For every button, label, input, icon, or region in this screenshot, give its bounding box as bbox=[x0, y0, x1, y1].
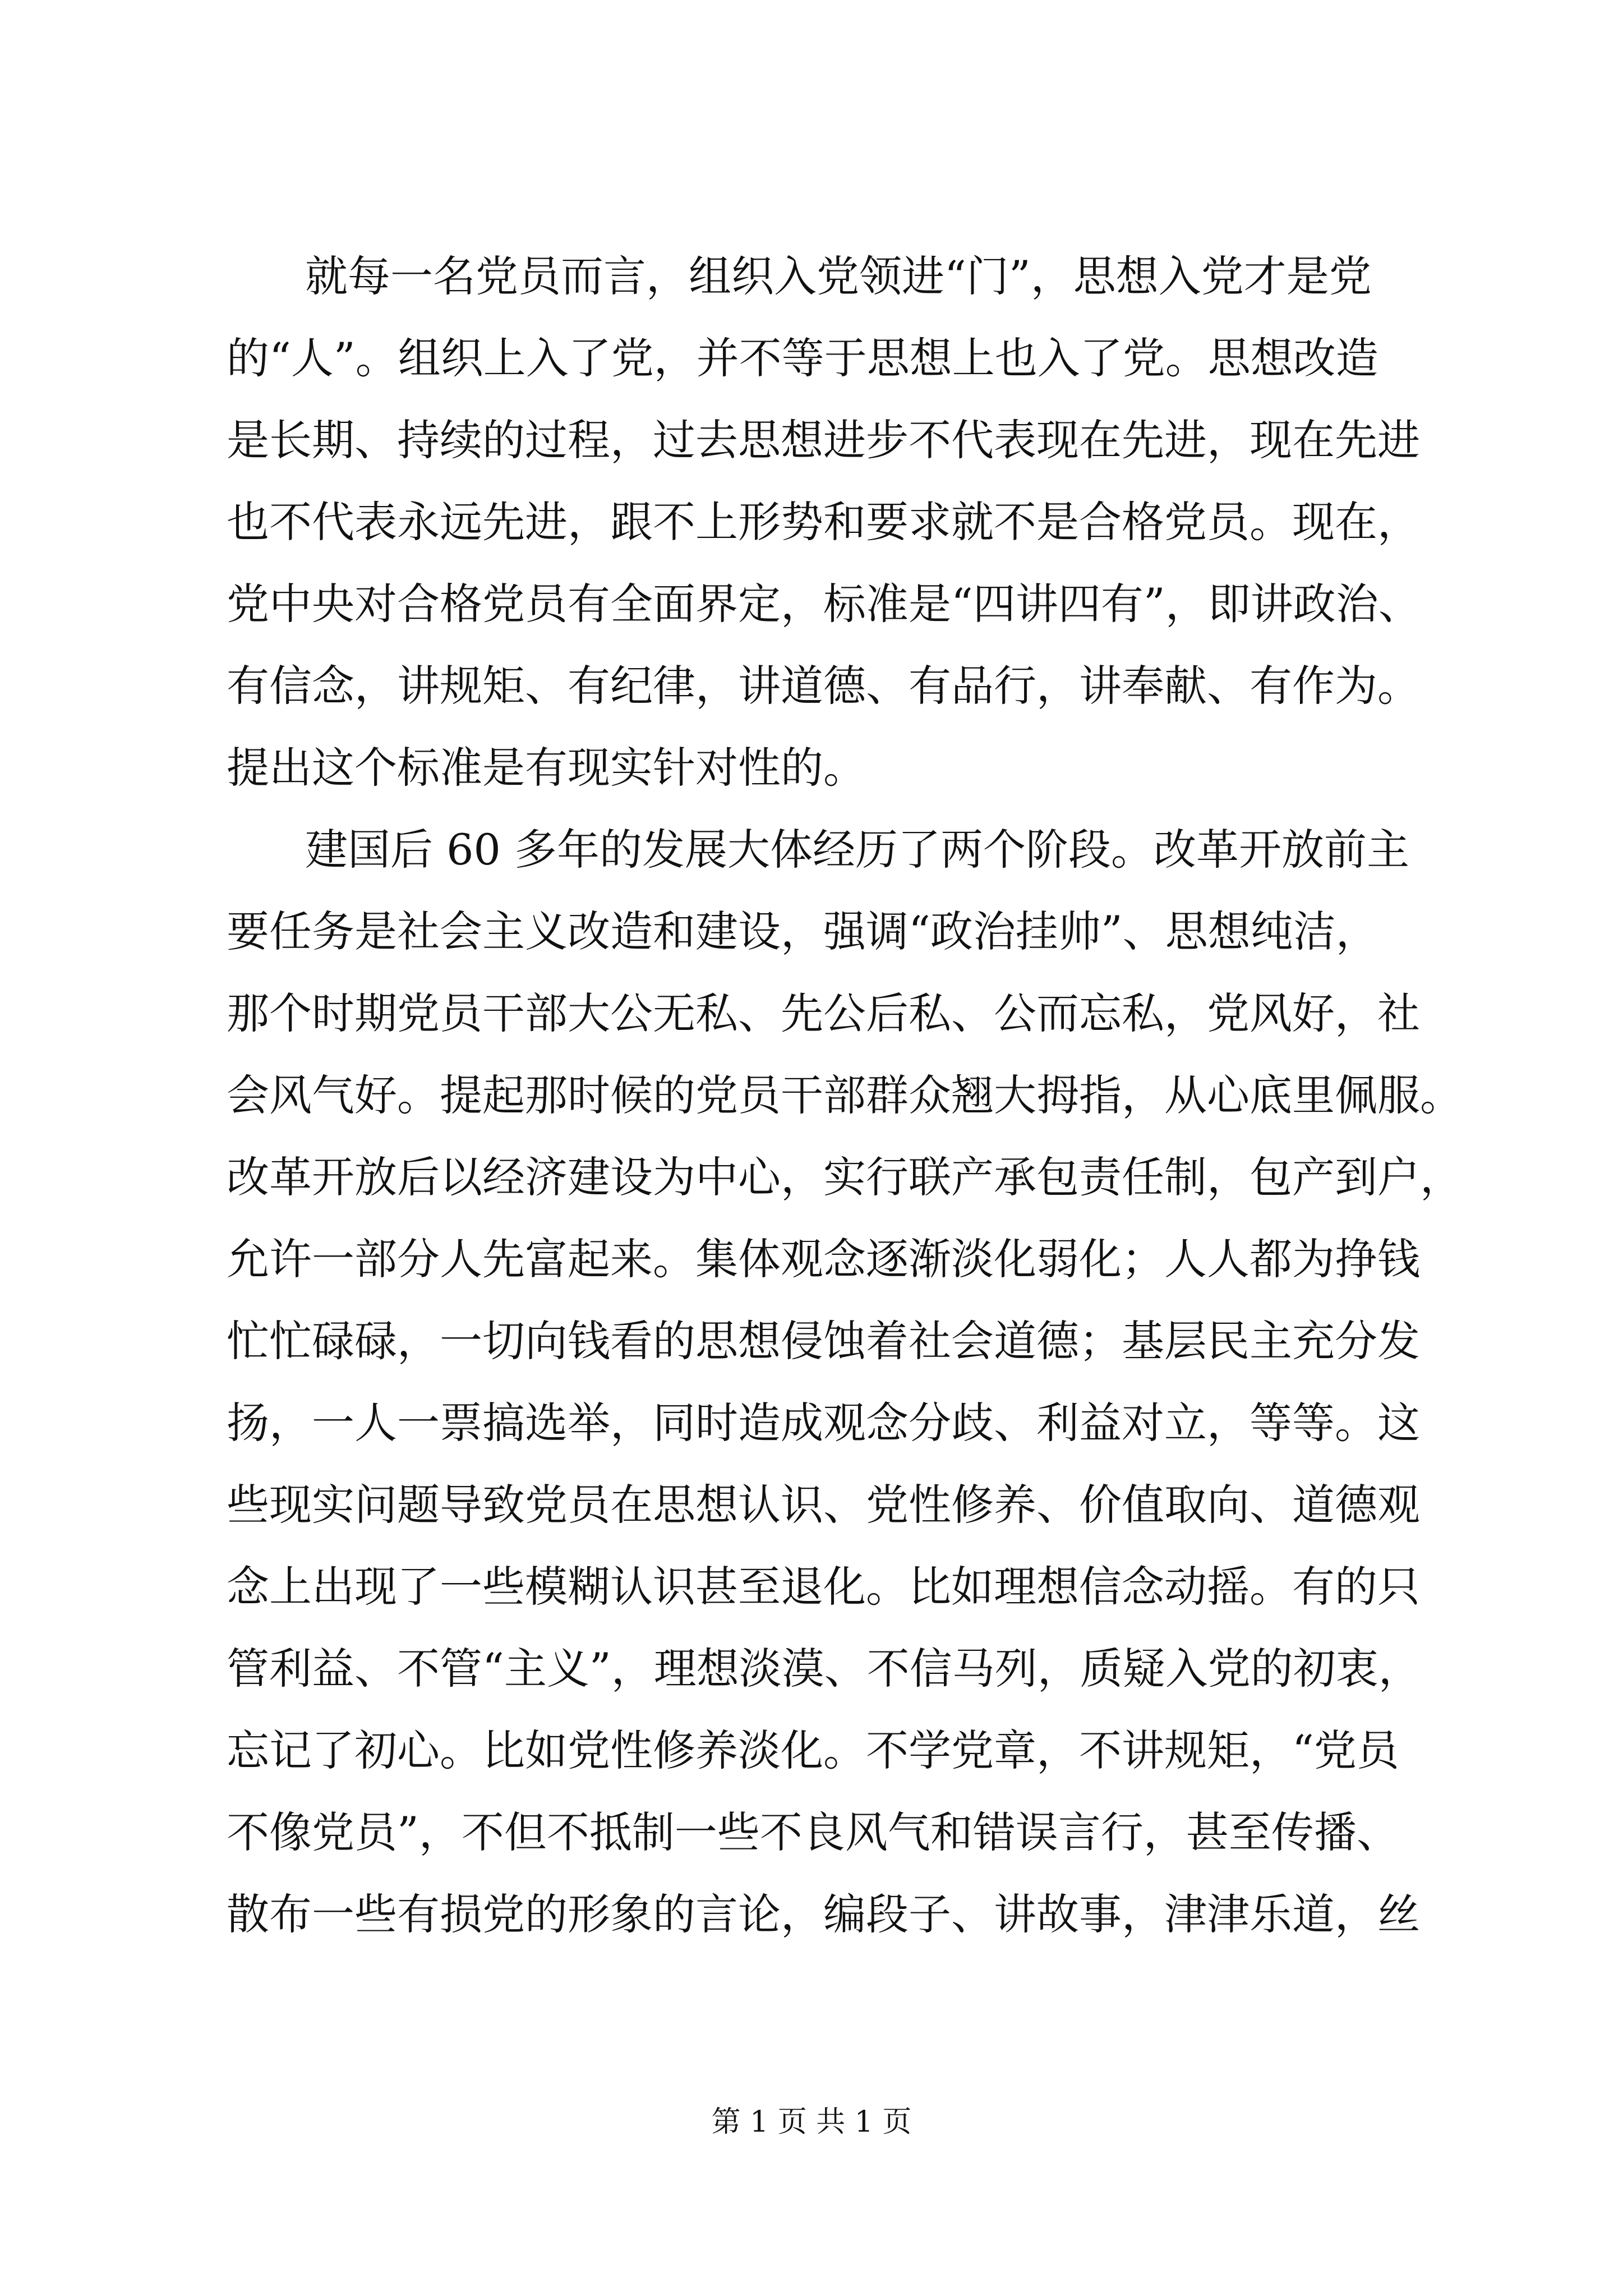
page-footer: 第 1 页 共 1 页 bbox=[711, 2105, 912, 2139]
paragraph-2-line: 会风气好。提起那时候的党员干部群众翘大拇指，从心底里佩服。 bbox=[227, 1070, 1463, 1120]
paragraph-2-line: 念上出现了一些模糊认识甚至退化。比如理想信念动摇。有的只 bbox=[227, 1562, 1420, 1612]
paragraph-2-line: 允许一部分人先富起来。集体观念逐渐淡化弱化；人人都为挣钱 bbox=[227, 1234, 1420, 1284]
paragraph-1-line: 党中央对合格党员有全面界定，标准是“四讲四有”，即讲政治、 bbox=[227, 579, 1421, 629]
paragraph-2-line: 不像党员”，不但不抵制一些不良风气和错误言行，甚至传播、 bbox=[227, 1807, 1399, 1857]
paragraph-2-line: 要任务是社会主义改造和建设，强调“政治挂帅”、思想纯洁， bbox=[227, 907, 1378, 956]
paragraph-1-line: 也不代表永远先进，跟不上形势和要求就不是合格党员。现在， bbox=[227, 497, 1420, 547]
paragraph-2-line: 改革开放后以经济建设为中心，实行联产承包责任制，包产到户， bbox=[227, 1152, 1463, 1202]
paragraph-1-line: 有信念，讲规矩、有纪律，讲道德、有品行，讲奉献、有作为。 bbox=[227, 661, 1420, 711]
paragraph-2-line: 管利益、不管“主义”，理想淡漠、不信马列，质疑入党的初衷， bbox=[227, 1644, 1421, 1694]
paragraph-1-line: 是长期、持续的过程，过去思想进步不代表现在先进，现在先进 bbox=[227, 415, 1420, 465]
paragraph-2-line: 扬，一人一票搞选举，同时造成观念分歧、利益对立，等等。这 bbox=[227, 1398, 1420, 1448]
paragraph-1-line: 的“人”。组织上入了党，并不等于思想上也入了党。思想改造 bbox=[227, 333, 1378, 383]
paragraph-2-line: 那个时期党员干部大公无私、先公后私、公而忘私，党风好，社 bbox=[227, 988, 1420, 1038]
paragraph-2-line: 建国后 60 多年的发展大体经历了两个阶段。改革开放前主 bbox=[305, 825, 1410, 875]
paragraph-2-line: 散布一些有损党的形象的言论，编段子、讲故事，津津乐道，丝 bbox=[227, 1889, 1420, 1939]
document-body bbox=[227, 236, 1463, 1955]
paragraph-1-line: 提出这个标准是有现实针对性的。 bbox=[227, 743, 866, 793]
paragraph-2-line: 忘记了初心。比如党性修养淡化。不学党章，不讲规矩，“党员 bbox=[227, 1726, 1399, 1775]
paragraph-2-line: 些现实问题导致党员在思想认识、党性修养、价值取向、道德观 bbox=[227, 1480, 1420, 1530]
paragraph-2-line: 忙忙碌碌，一切向钱看的思想侵蚀着社会道德；基层民主充分发 bbox=[227, 1316, 1420, 1366]
paragraph-1-line: 就每一名党员而言，组织入党领进“门”，思想入党才是党 bbox=[305, 251, 1372, 301]
